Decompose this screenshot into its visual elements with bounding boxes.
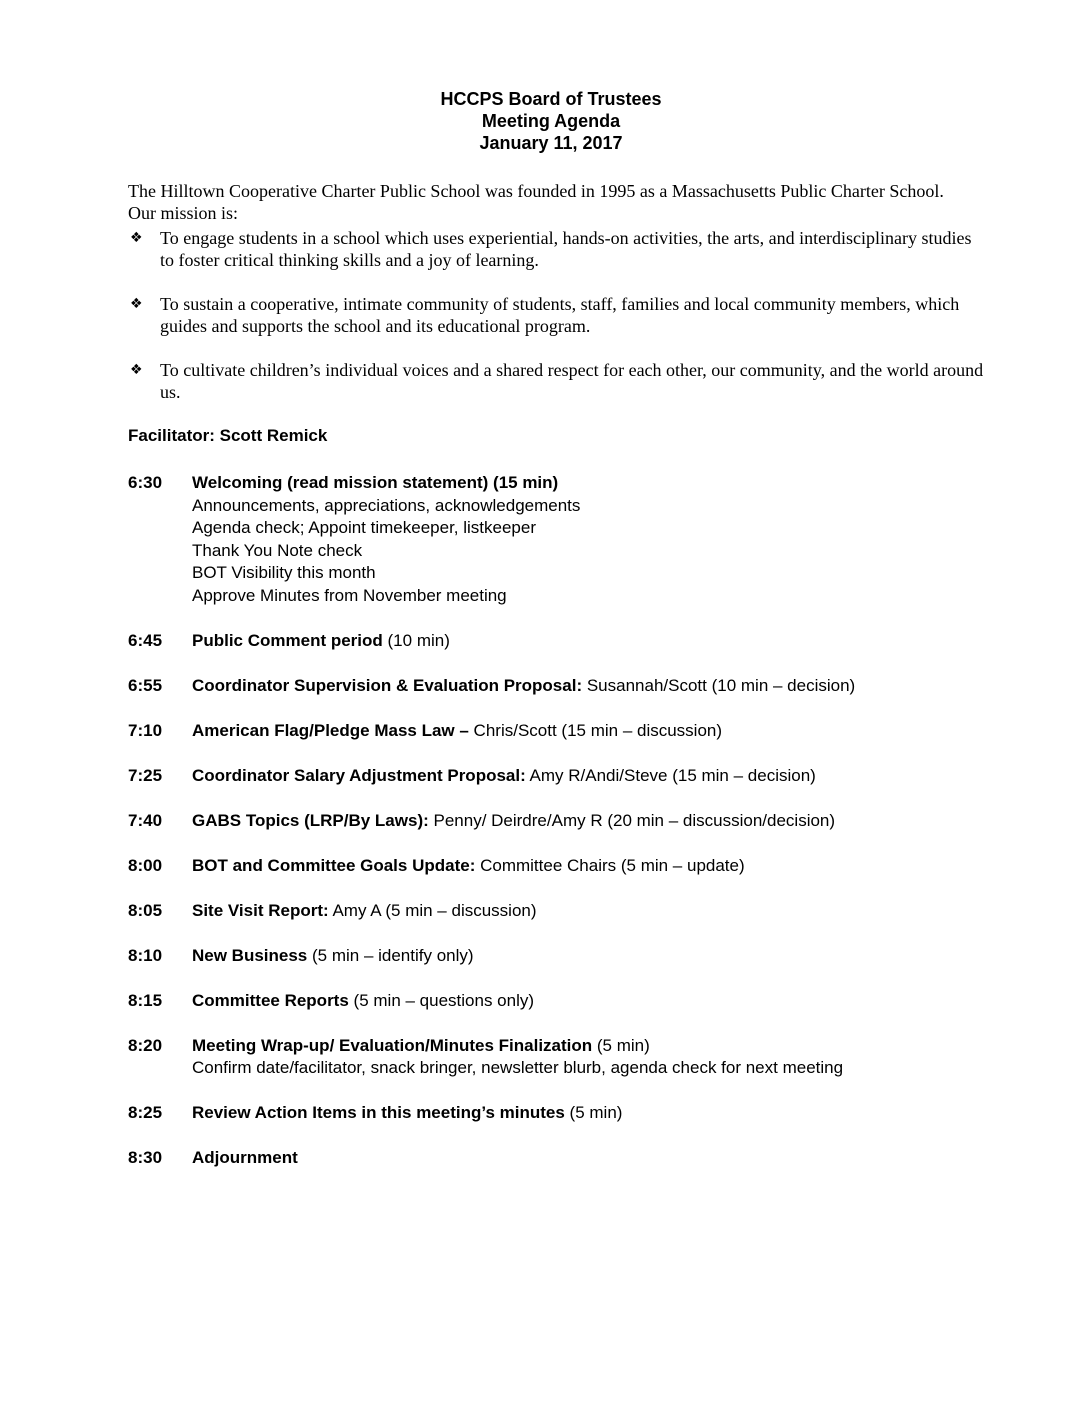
agenda-item-body bbox=[192, 990, 988, 1013]
agenda-item bbox=[128, 945, 988, 968]
mission-bullet bbox=[128, 293, 988, 337]
agenda-item bbox=[128, 472, 988, 607]
agenda-detail: (5 min – questions only) bbox=[348, 990, 535, 1010]
agenda-title: Public Comment period bbox=[192, 630, 383, 650]
agenda-item-body bbox=[192, 945, 988, 968]
agenda-item-body bbox=[192, 1035, 988, 1080]
intro-paragraph: The Hilltown Cooperative Charter Public School was founded in 1995 as a Massachusetts Public Charter School. Our mission is: bbox=[128, 181, 944, 223]
agenda-detail: Penny/ Deirdre/Amy R (20 min – discussion/decision) bbox=[428, 810, 836, 830]
agenda-title: Committee Reports bbox=[192, 990, 349, 1010]
agenda-time: 8:10 bbox=[128, 945, 163, 965]
agenda-item bbox=[128, 1035, 988, 1080]
mission-bullet-text: To cultivate children’s individual voices and a shared respect for each other, our community, and the world around us. bbox=[160, 360, 984, 402]
agenda-time: 8:15 bbox=[128, 990, 163, 1010]
agenda-item-line bbox=[192, 1102, 988, 1125]
agenda-time: 6:45 bbox=[128, 630, 163, 650]
agenda-sub-line: Agenda check; Appoint timekeeper, listkeeper bbox=[192, 518, 536, 537]
agenda-detail: Amy R/Andi/Steve (15 min – decision) bbox=[525, 765, 816, 785]
agenda-item-line bbox=[192, 945, 988, 968]
agenda-time: 7:25 bbox=[128, 765, 163, 785]
agenda-item-line bbox=[192, 675, 988, 698]
mission-bullet bbox=[128, 227, 988, 271]
agenda-time: 8:05 bbox=[128, 900, 163, 920]
agenda-item bbox=[128, 990, 988, 1013]
agenda-time: 8:20 bbox=[128, 1035, 163, 1055]
agenda-sub-line: Approve Minutes from November meeting bbox=[192, 585, 507, 605]
agenda-item-line bbox=[192, 765, 988, 788]
agenda-title: American Flag/Pledge Mass Law – bbox=[192, 720, 469, 740]
agenda-title: Welcoming (read mission statement) (15 min) bbox=[192, 473, 559, 492]
agenda-item bbox=[128, 855, 988, 878]
agenda-item bbox=[128, 630, 988, 653]
agenda-detail: (5 min) bbox=[564, 1103, 623, 1122]
agenda-title: GABS Topics (LRP/By Laws): bbox=[192, 810, 429, 830]
agenda-sub-line: BOT Visibility this month bbox=[192, 563, 376, 582]
diamond-bullet-icon: ❖ bbox=[130, 296, 143, 312]
agenda-item bbox=[128, 1147, 988, 1170]
agenda-item bbox=[128, 900, 988, 923]
header-doc-type: Meeting Agenda bbox=[481, 111, 621, 131]
agenda-title: BOT and Committee Goals Update: bbox=[192, 855, 476, 875]
agenda-item-line bbox=[192, 1035, 988, 1058]
diamond-bullet-icon: ❖ bbox=[130, 362, 143, 378]
agenda-title: Site Visit Report: bbox=[192, 900, 329, 920]
agenda-item-line bbox=[192, 900, 988, 923]
agenda-item-line bbox=[192, 720, 988, 743]
agenda-item bbox=[128, 765, 988, 788]
mission-bullet-text: To engage students in a school which uses experiential, hands-on activities, the arts, and interdisciplinary studies to foster critical thinking skills and a joy of learning. bbox=[160, 228, 972, 270]
agenda-detail: Chris/Scott (15 min – discussion) bbox=[468, 720, 723, 740]
agenda-time: 6:55 bbox=[128, 675, 163, 695]
agenda-item-body bbox=[192, 675, 988, 698]
facilitator-line: Facilitator: Scott Remick bbox=[128, 426, 328, 445]
document-header bbox=[114, 88, 988, 154]
agenda-title: Meeting Wrap-up/ Evaluation/Minutes Finalization bbox=[192, 1035, 593, 1055]
agenda-detail: Amy A (5 min – discussion) bbox=[328, 900, 537, 920]
mission-bullet-text: To sustain a cooperative, intimate community of students, staff, families and local community members, which guides and supports the school and its educational program. bbox=[160, 294, 960, 336]
agenda-list bbox=[128, 472, 988, 1170]
header-org-title: HCCPS Board of Trustees bbox=[440, 89, 662, 109]
agenda-item-body bbox=[192, 900, 988, 923]
agenda-sub-line: Announcements, appreciations, acknowledgements bbox=[192, 495, 581, 515]
agenda-detail: (5 min – identify only) bbox=[307, 945, 474, 965]
agenda-item bbox=[128, 1102, 988, 1125]
agenda-item-body bbox=[192, 630, 988, 653]
agenda-item-line bbox=[192, 1147, 988, 1170]
diamond-bullet-icon: ❖ bbox=[130, 230, 143, 246]
agenda-item-body bbox=[192, 810, 988, 833]
header-date: January 11, 2017 bbox=[479, 133, 623, 153]
agenda-detail: (10 min) bbox=[382, 630, 450, 650]
mission-bullet-list bbox=[128, 227, 988, 403]
agenda-detail: (5 min) bbox=[592, 1035, 650, 1055]
agenda-item-body bbox=[192, 472, 988, 607]
agenda-item-body bbox=[192, 1102, 988, 1125]
agenda-item-line bbox=[192, 630, 988, 653]
agenda-detail: Susannah/Scott (10 min – decision) bbox=[582, 675, 856, 695]
agenda-detail: Committee Chairs (5 min – update) bbox=[475, 855, 745, 875]
agenda-time: 7:40 bbox=[128, 810, 163, 830]
agenda-sub-line: Thank You Note check bbox=[192, 540, 363, 560]
agenda-time: 8:30 bbox=[128, 1148, 163, 1167]
agenda-time: 8:25 bbox=[128, 1103, 163, 1122]
agenda-title: Review Action Items in this meeting’s minutes bbox=[192, 1103, 565, 1122]
agenda-title: Coordinator Salary Adjustment Proposal: bbox=[192, 765, 526, 785]
agenda-item-body bbox=[192, 1147, 988, 1170]
agenda-title: Adjournment bbox=[192, 1148, 298, 1167]
agenda-item-line bbox=[192, 810, 988, 833]
agenda-item-body bbox=[192, 720, 988, 743]
agenda-item-line bbox=[192, 472, 988, 495]
agenda-item bbox=[128, 810, 988, 833]
agenda-time: 8:00 bbox=[128, 855, 163, 875]
agenda-item bbox=[128, 675, 988, 698]
agenda-item-body bbox=[192, 855, 988, 878]
agenda-sub-line: Confirm date/facilitator, snack bringer, newsletter blurb, agenda check for next meeting bbox=[192, 1058, 844, 1077]
mission-bullet bbox=[128, 359, 988, 403]
agenda-item bbox=[128, 720, 988, 743]
agenda-item-body bbox=[192, 765, 988, 788]
agenda-time: 7:10 bbox=[128, 720, 163, 740]
agenda-item-line bbox=[192, 855, 988, 878]
agenda-title: New Business bbox=[192, 945, 308, 965]
agenda-title: Coordinator Supervision & Evaluation Proposal: bbox=[192, 675, 583, 695]
agenda-item-line bbox=[192, 990, 988, 1013]
agenda-time: 6:30 bbox=[128, 473, 163, 492]
